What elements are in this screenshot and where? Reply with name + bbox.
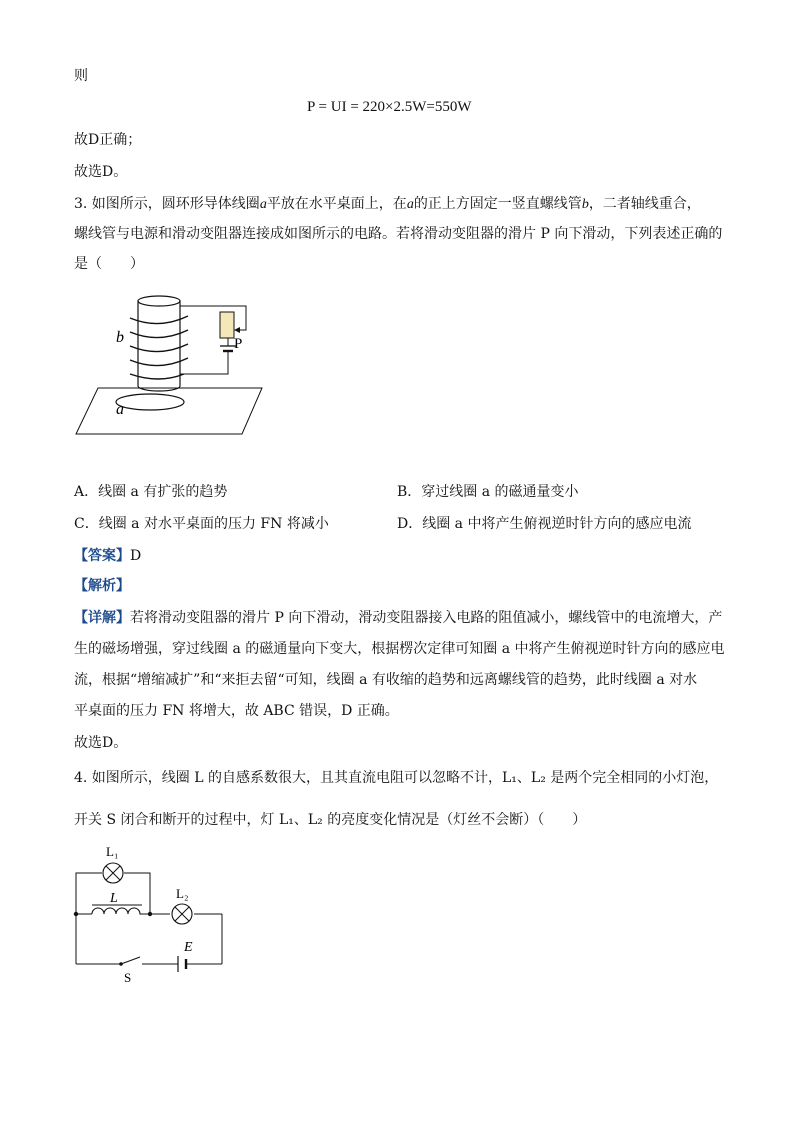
label-l: L [110,891,118,906]
answer-line [74,546,141,566]
rheostat [220,312,234,338]
inductor-l [92,908,142,914]
label-e: E [184,940,193,955]
analysis-tag: 【解析】 [74,578,130,594]
q3-line1-part4: ，二者轴线重合， [588,196,701,212]
detail-line1 [74,608,722,628]
equation: P = UI = 220×2.5W=550W [307,99,472,115]
label-s: S [124,970,132,985]
coil-a [116,394,184,410]
q4-stem-line2: 开关 S 闭合和断开的过程中，灯 L₁、L₂ 的亮度变化情况是（灯丝不会断）（ ） [74,812,587,828]
solenoid-windings [130,316,188,379]
switch-s [119,957,140,966]
detail-line3: 流，根据“增缩减扩”和“来拒去留“可知，线圈 a 有收缩的趋势和远离螺线管的趋势，此时线圈 a 对水 [74,672,698,688]
text-then: 则 [74,68,88,84]
text-choose-d-prev: 故选D。 [74,164,128,180]
option-b[interactable]: B．穿过线圈 a 的磁通量变小 [397,484,579,500]
label-p: P [234,336,243,352]
detail-tag: 【详解】 [74,610,130,626]
text-choose-d: 故选D。 [74,735,128,751]
var-a: a [259,197,267,212]
label-l1: L₁ [106,844,119,859]
answer-value: D [130,548,142,564]
detail-text1: 若将滑动变阻器的滑片 P 向下滑动，滑动变阻器接入电路的阻值减小，螺线管中的电流增大，产 [130,610,723,626]
var-b: b [581,197,589,212]
option-a[interactable]: A．线圈 a 有扩张的趋势 [74,484,228,500]
answer-tag: 【答案】 [74,548,130,564]
option-c[interactable]: C．线圈 a 对水平桌面的压力 FN 将减小 [74,516,329,532]
q3-line1-part1: 3. 如图所示，圆环形导体线圈 [74,196,260,212]
label-l2: L₂ [176,886,189,901]
solenoid-figure [70,290,270,450]
slider-arrow [234,327,240,333]
detail-line2: 生的磁场增强，穿过线圈 a 的磁通量向下变大，根据楞次定律可知圈 a 中将产生俯视逆时针方向的感应电 [74,641,725,657]
circuit-figure [68,840,238,990]
q3-line1-part3: 的正上方固定一竖直螺线管 [413,196,582,212]
detail-line4: 平桌面的压力 FN 将增大，故 ABC 错误，D 正确。 [74,703,399,719]
lamp-l2 [172,904,192,924]
label-b: b [116,329,124,346]
lamp-l1 [103,863,123,883]
q3-line1-part2: 平放在水平桌面上，在 [266,196,407,212]
solenoid-top [138,296,180,306]
q3-stem-line1 [74,194,701,215]
analysis-line [74,576,130,596]
q4-stem-line1: 4. 如图所示，线圈 L 的自感系数很大，且其直流电阻可以忽略不计，L₁、L₂ 是两个完全相同的小灯泡， [74,770,719,786]
text-d-correct: 故D正确； [74,132,142,148]
var-a: a [406,197,414,212]
q3-stem-line2: 螺线管与电源和滑动变阻器连接成如图所示的电路。若将滑动变阻器的滑片 P 向下滑动，下列表述正确的 [74,226,723,242]
label-a: a [116,401,124,418]
q3-stem-line3: 是（ ） [74,256,144,272]
option-d[interactable]: D．线圈 a 中将产生俯视逆时针方向的感应电流 [397,516,692,532]
